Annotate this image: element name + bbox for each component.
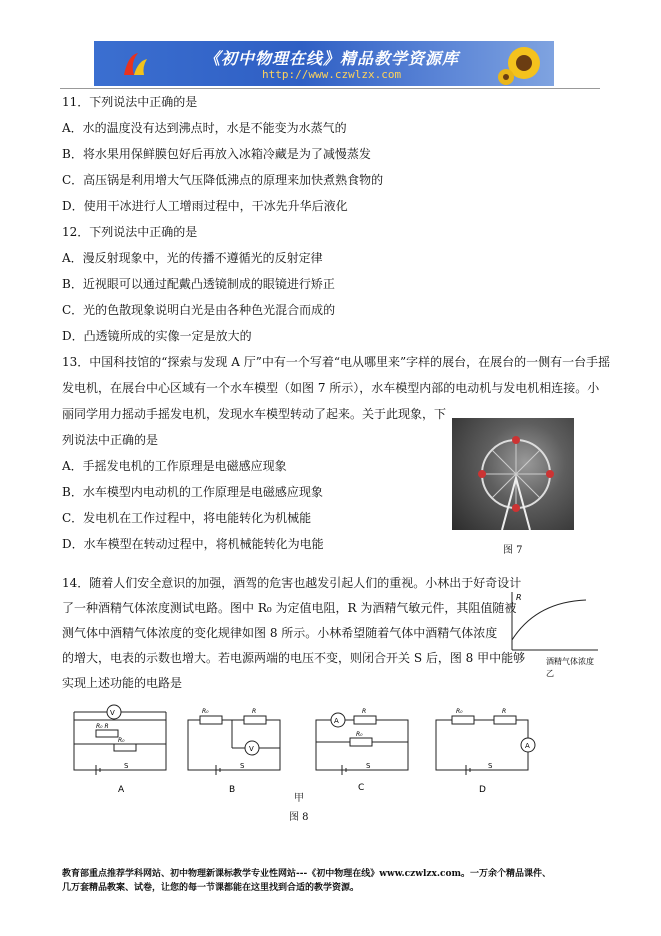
sunflower-icon [494, 43, 554, 85]
circuit-b-switch: S [240, 762, 245, 770]
resistance-concentration-graph [506, 590, 606, 680]
graph-xlabel: 酒精气体浓度 [546, 657, 594, 666]
banner-url[interactable]: http://www.czwlzx.com [262, 68, 402, 81]
footer-line-2: 几万套精品教案、试卷，让您的每一节课都能在这里找到合适的教学资源。 [62, 883, 360, 893]
q12-option-d: D．凸透镜所成的实像一定是放大的 [62, 329, 252, 343]
q11-option-c: C．高压锅是利用增大气压降低沸点的原理来加快煮熟食物的 [62, 173, 384, 187]
circuit-d-switch: S [488, 762, 493, 770]
header-banner [94, 41, 554, 86]
q13-option-c: C．发电机在工作过程中，将电能转化为机械能 [62, 511, 312, 525]
banner-title: 《初中物理在线》精品教学资源库 [204, 49, 460, 68]
circuit-a-label: A [118, 785, 125, 795]
circuit-c-r0: R₀ [356, 731, 363, 738]
circuit-c-label: C [358, 783, 365, 793]
q14-stem-line: 了一种酒精气体浓度测试电路。图中 R₀ 为定值电阻，R 为酒精气敏元件，其阻值随被 [62, 601, 517, 615]
circuit-d-r0: R₀ [456, 708, 463, 715]
water-wheel-photo [452, 418, 574, 530]
q12-stem: 12．下列说法中正确的是 [62, 225, 198, 239]
ferris-wheel-icon [452, 418, 574, 530]
figure-7-caption: 图 7 [503, 545, 523, 556]
circuit-c-meter: A [334, 717, 339, 725]
q14-stem-line: 的增大，电表的示数也增大。若电源两端的电压不变，则闭合开关 S 后，图 8 甲中能够 [62, 651, 526, 665]
circuit-c-switch: S [366, 762, 371, 770]
q13-option-a: A．手摇发电机的工作原理是电磁感应现象 [62, 459, 287, 473]
q13-stem-line: 丽同学用力摇动手摇发电机，发现水车模型转动了起来。关于此现象，下 [62, 407, 447, 421]
q13-option-b: B．水车模型内电动机的工作原理是电磁感应现象 [62, 485, 323, 499]
circuit-a-rs: R₀ R [96, 723, 109, 730]
circuit-b-label: B [229, 785, 236, 795]
graph-ylabel: R [516, 593, 522, 602]
circuit-d-label: D [479, 785, 486, 795]
q12-option-c: C．光的色散现象说明白光是由各种色光混合而成的 [62, 303, 336, 317]
q14-stem-line: 实现上述功能的电路是 [62, 676, 183, 690]
q11-option-d: D．使用干冰进行人工增雨过程中，干冰先升华后液化 [62, 199, 348, 213]
q11-stem: 11．下列说法中正确的是 [62, 95, 198, 109]
circuit-d-r: R [502, 708, 507, 715]
q12-option-a: A．漫反射现象中，光的传播不遵循光的反射定律 [62, 251, 323, 265]
q11-option-a: A．水的温度没有达到沸点时，水是不能变为水蒸气的 [62, 121, 347, 135]
q13-option-d: D．水车模型在转动过程中，将机械能转化为电能 [62, 537, 324, 551]
circuit-d-meter: A [525, 742, 530, 750]
circuit-a-meter: V [110, 709, 115, 717]
site-logo-icon [120, 49, 150, 79]
q13-stem-line: 发电机，在展台中心区域有一个水车模型（如图 7 所示），水车模型内部的电动机与发电机相连接。小 [62, 381, 600, 395]
circuit-b-meter: V [249, 745, 254, 753]
circuit-a-switch: S [124, 762, 129, 770]
footer-line-1: 教育部重点推荐学科网站、初中物理新课标教学专业性网站---《初中物理在线》www.czwlzx.com。一万余个精品课件、 [62, 869, 552, 879]
circuit-a-r0: R₀ [118, 737, 125, 744]
graph-sublabel: 乙 [546, 669, 554, 678]
q11-option-b: B．将水果用保鲜膜包好后再放入冰箱冷藏是为了减慢蒸发 [62, 147, 371, 161]
q13-stem-line: 13．中国科技馆的“探索与发现 A 厅”中有一个写着“电从哪里来”字样的展台，在展台的一侧有一台手摇 [62, 355, 611, 369]
circuit-diagrams [66, 700, 546, 800]
figure-8-sub-label: 甲 [294, 793, 304, 804]
circuit-c-r: R [362, 708, 367, 715]
q14-stem-line: 14．随着人们安全意识的加强，酒驾的危害也越发引起人们的重视。小林出于好奇设计 [62, 576, 522, 590]
circuit-b-r0: R₀ [202, 708, 209, 715]
q13-stem-line: 列说法中正确的是 [62, 433, 159, 447]
q14-stem-line: 测气体中酒精气体浓度的变化规律如图 8 所示。小林希望随着气体中酒精气体浓度 [62, 626, 498, 640]
header-divider [60, 88, 600, 89]
figure-8-caption: 图 8 [289, 812, 309, 823]
circuit-b-r: R [252, 708, 257, 715]
q12-option-b: B．近视眼可以通过配戴凸透镜制成的眼镜进行矫正 [62, 277, 335, 291]
